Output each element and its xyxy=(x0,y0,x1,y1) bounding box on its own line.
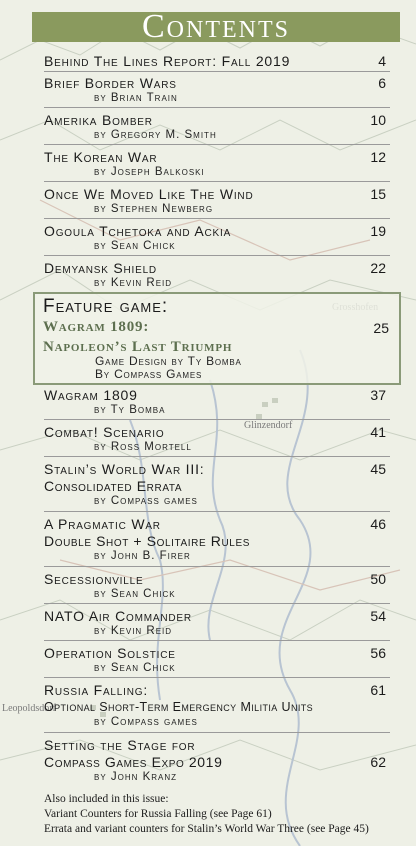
toc-entry[interactable] xyxy=(44,186,386,216)
toc-entry[interactable] xyxy=(44,571,386,601)
entry-page: 12 xyxy=(370,149,386,165)
map-label-glinzendorf: Glinzendorf xyxy=(244,420,293,431)
toc-entry[interactable] xyxy=(44,516,386,563)
divider xyxy=(44,456,390,457)
toc-entry[interactable] xyxy=(44,682,386,729)
entry-byline: by Ross Mortell xyxy=(94,441,192,453)
feature-designer: Game Design by Ty Bomba xyxy=(95,354,242,368)
entry-title: A Pragmatic War xyxy=(44,516,161,532)
entry-page: 54 xyxy=(370,608,386,624)
also-included-note xyxy=(44,792,369,837)
feature-game-box[interactable] xyxy=(33,292,401,385)
divider xyxy=(44,255,390,256)
entry-page: 6 xyxy=(378,75,386,91)
entry-title: Ogoula Tchetoka and Ackia xyxy=(44,223,232,239)
divider xyxy=(44,218,390,219)
toc-entry[interactable] xyxy=(44,149,386,179)
toc-entry[interactable] xyxy=(44,645,386,675)
entry-title: Wagram 1809 xyxy=(44,387,138,403)
entry-page: 15 xyxy=(370,186,386,202)
toc-entry[interactable] xyxy=(44,424,386,454)
divider xyxy=(44,511,390,512)
entry-page: 45 xyxy=(370,461,386,477)
feature-page: 25 xyxy=(373,320,389,336)
entry-title: The Korean War xyxy=(44,149,158,165)
entry-title: Combat! Scenario xyxy=(44,424,165,440)
entry-title: Setting the Stage for xyxy=(44,737,196,753)
entry-title: Amerika Bomber xyxy=(44,112,153,128)
entry-byline: by Gregory M. Smith xyxy=(94,129,217,141)
page-title: Contents xyxy=(32,12,400,42)
entry-page: 10 xyxy=(370,112,386,128)
toc-entry[interactable] xyxy=(44,737,386,784)
entry-page: 62 xyxy=(370,754,386,770)
entry-subtitle: Compass Games Expo 2019 xyxy=(44,754,223,770)
entry-title: Behind The Lines Report: Fall 2019 xyxy=(44,53,291,69)
entry-title: Demyansk Shield xyxy=(44,260,157,276)
entry-byline: by Compass games xyxy=(94,495,198,507)
toc-entry[interactable] xyxy=(44,387,386,417)
entry-byline: by Sean Chick xyxy=(94,240,176,252)
divider xyxy=(44,71,390,72)
entry-page: 4 xyxy=(378,53,386,69)
entry-byline: by Stephen Newberg xyxy=(94,203,214,215)
entry-byline: by Ty Bomba xyxy=(94,404,166,416)
entry-byline: by Joseph Balkoski xyxy=(94,166,205,178)
entry-title: Stalin’s World War III: xyxy=(44,461,205,477)
entry-page: 19 xyxy=(370,223,386,239)
feature-heading: Feature game: xyxy=(43,296,169,317)
divider xyxy=(44,566,390,567)
entry-byline: by Kevin Reid xyxy=(94,625,173,637)
also-item: Variant Counters for Russia Falling (see Page 61) xyxy=(44,808,272,820)
divider xyxy=(44,640,390,641)
entry-byline: by Sean Chick xyxy=(94,662,176,674)
divider xyxy=(44,677,390,678)
entry-byline: by Kevin Reid xyxy=(94,277,173,289)
divider xyxy=(44,732,390,733)
also-item: Errata and variant counters for Stalin’s World War Three (see Page 45) xyxy=(44,823,369,835)
entry-title: Operation Solstice xyxy=(44,645,176,661)
entry-subtitle: Optional Short-Term Emergency Militia Units xyxy=(44,700,314,714)
entry-byline: by Sean Chick xyxy=(94,588,176,600)
divider xyxy=(44,603,390,604)
also-intro: Also included in this issue: xyxy=(44,793,169,805)
entry-byline: by John Kranz xyxy=(94,771,178,783)
entry-page: 50 xyxy=(370,571,386,587)
entry-title: Secessionville xyxy=(44,571,144,587)
entry-subtitle: Consolidated Errata xyxy=(44,478,183,494)
toc-entry[interactable] xyxy=(44,223,386,253)
entry-page: 37 xyxy=(370,387,386,403)
toc-entry[interactable] xyxy=(44,608,386,638)
entry-title: Brief Border Wars xyxy=(44,75,177,91)
entry-page: 61 xyxy=(370,682,386,698)
entry-page: 41 xyxy=(370,424,386,440)
toc-entry[interactable] xyxy=(44,75,386,105)
toc-entry[interactable] xyxy=(44,260,386,290)
entry-byline: by Compass games xyxy=(94,716,198,728)
divider xyxy=(44,144,390,145)
entry-page: 22 xyxy=(370,260,386,276)
entry-byline: by Brian Train xyxy=(94,92,178,104)
entry-title: Russia Falling: xyxy=(44,682,149,698)
toc-entry[interactable] xyxy=(44,53,386,70)
feature-publisher: By Compass Games xyxy=(95,367,203,381)
divider xyxy=(44,107,390,108)
feature-game-subtitle: Napoleon’s Last Triumph xyxy=(43,339,233,355)
feature-game-title: Wagram 1809: xyxy=(43,319,150,335)
divider xyxy=(44,181,390,182)
entry-page: 56 xyxy=(370,645,386,661)
map-label-leopoldsdorf: Leopoldsdorf xyxy=(2,703,56,714)
entry-subtitle: Double Shot + Solitaire Rules xyxy=(44,533,250,549)
divider xyxy=(44,419,390,420)
entry-title: NATO Air Commander xyxy=(44,608,192,624)
toc-entry[interactable] xyxy=(44,461,386,508)
entry-byline: by John B. Firer xyxy=(94,550,191,562)
entry-title: Once We Moved Like The Wind xyxy=(44,186,254,202)
toc-entry[interactable] xyxy=(44,112,386,142)
entry-page: 46 xyxy=(370,516,386,532)
